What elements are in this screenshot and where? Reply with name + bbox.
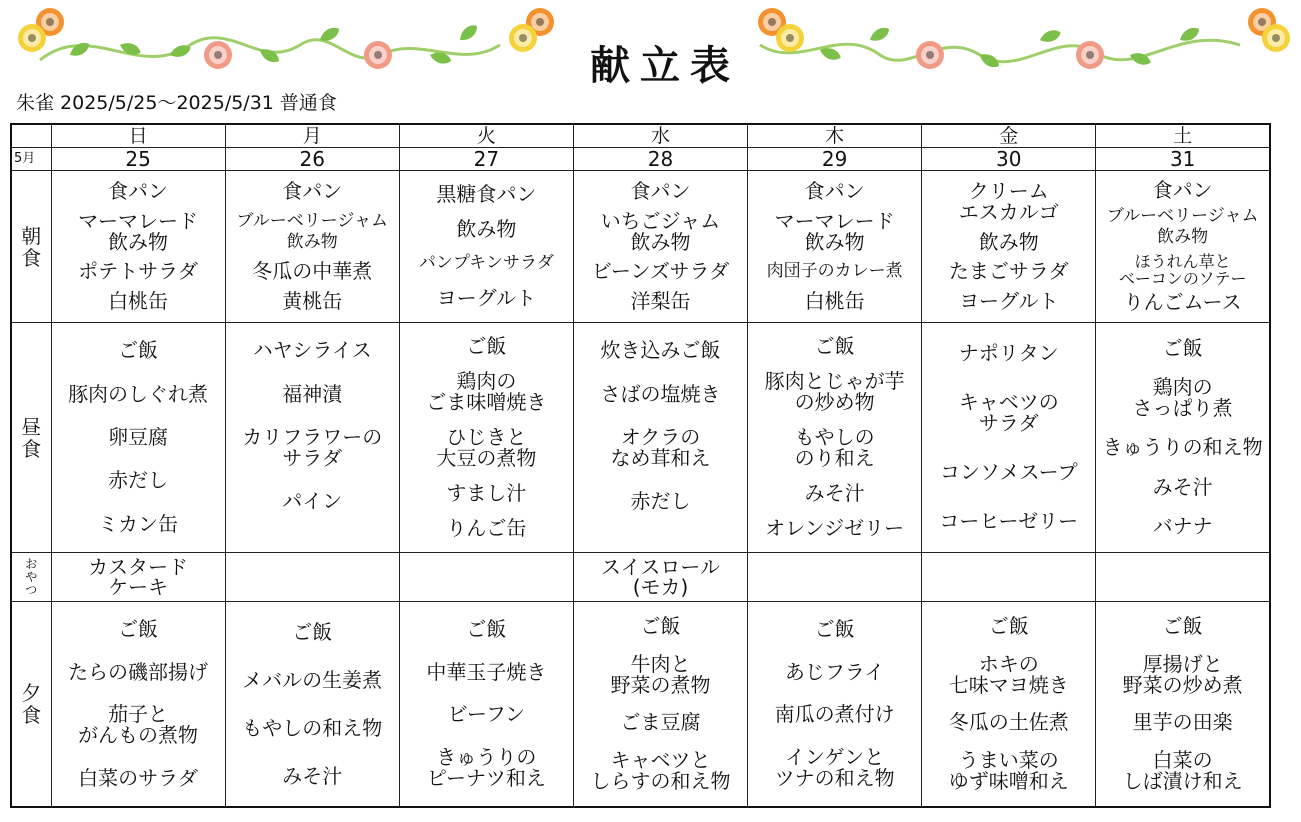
- lunch-dish-list: [574, 323, 747, 552]
- dish-item: 豚肉とじゃが芋 の炒め物: [764, 369, 905, 414]
- dinner-cell: [748, 602, 922, 808]
- dinner-row: [11, 602, 1270, 808]
- dish-item: ご飯: [814, 616, 855, 641]
- breakfast-cell: [399, 171, 573, 323]
- lunch-cell: [922, 323, 1096, 553]
- date-header: 30: [922, 148, 1096, 171]
- dish-item: ひじきと 大豆の煮物: [436, 425, 537, 470]
- dish-item: いちごジャム 飲み物: [600, 208, 721, 254]
- dish-item: キャベツの サラダ: [958, 390, 1059, 435]
- dish-item: 白菜のサラダ: [78, 766, 198, 791]
- breakfast-cell: [1096, 171, 1270, 323]
- dish-item: 白菜の しば漬け和え: [1122, 747, 1243, 793]
- dish-item: ごま豆腐: [620, 710, 701, 735]
- dish-item: バナナ: [1152, 513, 1213, 538]
- dinner-cell: [399, 602, 573, 808]
- dinner-label: 夕 食: [11, 602, 51, 808]
- lunch-cell: [225, 323, 399, 553]
- dinner-dish-list: [748, 602, 921, 806]
- dish-item: ご飯: [118, 338, 159, 363]
- breakfast-dish-list: [574, 171, 747, 322]
- dinner-dish-list: [52, 602, 225, 806]
- dish-item: ご飯: [988, 614, 1029, 639]
- dish-item: オクラの なめ茸和え: [610, 424, 711, 470]
- lunch-dish-list: [52, 323, 225, 552]
- dish-item: ご飯: [814, 334, 855, 358]
- dish-item: ご飯: [1162, 614, 1203, 639]
- weekday-header: 月: [225, 124, 399, 148]
- dish-item: 食パン: [108, 179, 169, 204]
- dish-item: 食パン: [282, 179, 343, 204]
- dish-item: 飲み物: [978, 229, 1039, 254]
- breakfast-cell: [51, 171, 225, 323]
- menu-table: [10, 123, 1271, 808]
- dish-item: コンソメスープ: [939, 460, 1078, 484]
- snack-item: スイスロール (モカ): [600, 555, 720, 599]
- weekday-header: 木: [748, 124, 922, 148]
- dish-item: ミカン缶: [98, 511, 179, 536]
- dish-item: ポテトサラダ: [78, 259, 198, 284]
- month-label: 5月: [11, 148, 51, 171]
- dish-item: 厚揚げと 野菜の炒め煮: [1122, 651, 1243, 697]
- dinner-cell: [573, 602, 747, 808]
- dish-item: 牛肉と 野菜の煮物: [610, 651, 711, 697]
- dish-item: ご飯: [640, 614, 681, 639]
- dish-item: ご飯: [118, 616, 159, 641]
- dish-item: 里芋の田楽: [1132, 710, 1233, 735]
- dish-item: ホキの 七味マヨ焼き: [948, 651, 1069, 697]
- dish-item: 福神漬: [282, 381, 343, 406]
- dish-item: コーヒーゼリー: [939, 509, 1079, 533]
- dish-item: ほうれん草と ベーコンのソテー: [1118, 252, 1247, 289]
- weekday-header: 金: [922, 124, 1096, 148]
- dish-item: みそ汁: [804, 481, 865, 505]
- dish-item: オレンジゼリー: [765, 516, 905, 540]
- lunch-cell: [399, 323, 573, 553]
- dish-item: 中華玉子焼き: [426, 659, 547, 684]
- date-header: 28: [573, 148, 747, 171]
- dish-item: みそ汁: [1152, 474, 1213, 499]
- dish-item: ハヤシライス: [252, 338, 372, 363]
- dish-item: あじフライ: [784, 659, 885, 684]
- dish-item: カリフラワーの サラダ: [242, 424, 383, 470]
- dish-item: 鶏肉の ごま味噌焼き: [426, 369, 547, 414]
- dish-item: すまし汁: [446, 481, 527, 505]
- dish-item: たらの磯部揚げ: [68, 659, 209, 684]
- dish-item: キャベツと しらすの和え物: [590, 747, 731, 793]
- date-header: 27: [399, 148, 573, 171]
- dish-item: ブルーベリージャム 飲み物: [236, 210, 389, 252]
- dish-item: ご飯: [292, 619, 333, 644]
- weekday-row: [11, 124, 1270, 148]
- dish-item: 茄子と がんもの煮物: [78, 702, 199, 748]
- dish-item: 鶏肉の さっぱり煮: [1132, 375, 1233, 421]
- dish-item: 食パン: [1152, 177, 1213, 202]
- date-row: [11, 148, 1270, 171]
- dish-item: もやしの のり和え: [794, 425, 875, 470]
- dish-item: 赤だし: [630, 489, 691, 514]
- dish-item: マーマレード 飲み物: [78, 208, 199, 254]
- snack-item: カスタード ケーキ: [88, 555, 189, 599]
- dish-item: 食パン: [804, 179, 865, 204]
- dish-item: ヨーグルト: [959, 288, 1059, 313]
- dish-item: インゲンと ツナの和え物: [774, 745, 895, 791]
- date-header: 26: [225, 148, 399, 171]
- dinner-dish-list: [574, 602, 747, 806]
- dish-item: 飲み物: [456, 216, 517, 241]
- dinner-dish-list: [1096, 602, 1269, 806]
- breakfast-dish-list: [226, 171, 399, 322]
- breakfast-label: 朝 食: [11, 171, 51, 323]
- snack-cell: [225, 553, 399, 602]
- dish-item: 赤だし: [108, 468, 169, 493]
- dinner-cell: [922, 602, 1096, 808]
- lunch-cell: [573, 323, 747, 553]
- breakfast-dish-list: [52, 171, 225, 322]
- dish-item: ご飯: [466, 334, 507, 358]
- lunch-cell: [51, 323, 225, 553]
- dish-item: ブルーベリージャム 飲み物: [1106, 205, 1259, 247]
- breakfast-row: [11, 171, 1270, 323]
- dish-item: ご飯: [466, 616, 507, 641]
- dish-item: クリーム エスカルゴ: [958, 179, 1059, 225]
- snack-cell: [573, 553, 747, 602]
- snack-cell: [1096, 553, 1270, 602]
- dinner-dish-list: [400, 602, 573, 806]
- weekday-header: 火: [399, 124, 573, 148]
- snack-row: [11, 553, 1270, 602]
- lunch-dish-list: [1096, 323, 1269, 552]
- snack-cell: [922, 553, 1096, 602]
- dish-item: りんご缶: [446, 516, 527, 540]
- dish-item: 南瓜の煮付け: [774, 702, 895, 727]
- dish-item: メバルの生姜煮: [242, 667, 383, 692]
- menu-subtitle: 朱雀 2025/5/25～2025/5/31 普通食: [16, 92, 337, 114]
- dish-item: きゅうりの ピーナツ和え: [426, 745, 546, 791]
- page-title: 献立表: [590, 43, 740, 89]
- dish-item: ビーンズサラダ: [591, 259, 730, 284]
- weekday-header: 水: [573, 124, 747, 148]
- dish-item: うまい菜の ゆず味噌和え: [948, 747, 1069, 793]
- dish-item: 卵豆腐: [108, 424, 169, 449]
- lunch-dish-list: [922, 323, 1095, 552]
- dish-item: 白桃缶: [804, 288, 865, 313]
- dish-item: パイン: [282, 489, 343, 514]
- dish-item: ヨーグルト: [436, 286, 537, 311]
- breakfast-dish-list: [748, 171, 921, 322]
- lunch-label: 昼 食: [11, 323, 51, 553]
- dish-item: みそ汁: [282, 763, 343, 788]
- date-header: 29: [748, 148, 922, 171]
- dinner-cell: [1096, 602, 1270, 808]
- breakfast-cell: [748, 171, 922, 323]
- snack-cell: [748, 553, 922, 602]
- weekday-header: 日: [51, 124, 225, 148]
- snack-cell: [51, 553, 225, 602]
- dish-item: 豚肉のしぐれ煮: [68, 381, 209, 406]
- lunch-cell: [1096, 323, 1270, 553]
- dish-item: きゅうりの和え物: [1102, 435, 1263, 460]
- dish-item: 炊き込みご飯: [600, 338, 721, 363]
- dish-item: 肉団子のカレー煮: [766, 261, 903, 282]
- dish-item: 食パン: [630, 179, 691, 204]
- date-header: 31: [1096, 148, 1270, 171]
- weekday-header: 土: [1096, 124, 1270, 148]
- dinner-cell: [51, 602, 225, 808]
- breakfast-cell: [922, 171, 1096, 323]
- corner-cell: [11, 124, 51, 148]
- dish-item: ビーフン: [447, 702, 526, 727]
- date-header: 25: [51, 148, 225, 171]
- breakfast-dish-list: [400, 171, 573, 322]
- dish-item: マーマレード 飲み物: [774, 208, 895, 254]
- dish-item: さばの塩焼き: [600, 381, 721, 406]
- dinner-dish-list: [922, 602, 1095, 806]
- dish-item: パンプキンサラダ: [418, 253, 554, 274]
- dish-item: 冬瓜の土佐煮: [948, 710, 1069, 735]
- dish-item: ナポリタン: [958, 341, 1059, 365]
- dinner-cell: [225, 602, 399, 808]
- dish-item: 白桃缶: [108, 288, 169, 313]
- lunch-dish-list: [748, 323, 921, 552]
- lunch-row: [11, 323, 1270, 553]
- snack-label: お や つ: [11, 553, 51, 602]
- dish-item: たまごサラダ: [948, 259, 1069, 284]
- snack-cell: [399, 553, 573, 602]
- dish-item: 黒糖食パン: [436, 181, 537, 206]
- breakfast-cell: [573, 171, 747, 323]
- dish-item: もやしの和え物: [242, 715, 383, 740]
- lunch-cell: [748, 323, 922, 553]
- breakfast-cell: [225, 171, 399, 323]
- dish-item: ご飯: [1162, 336, 1203, 361]
- dinner-dish-list: [226, 602, 399, 806]
- dish-item: 冬瓜の中華煮: [252, 259, 373, 284]
- lunch-dish-list: [226, 323, 399, 552]
- lunch-dish-list: [400, 323, 573, 552]
- breakfast-dish-list: [922, 171, 1095, 322]
- dish-item: 黄桃缶: [282, 288, 343, 313]
- breakfast-dish-list: [1096, 171, 1269, 322]
- dish-item: りんごムース: [1123, 290, 1242, 315]
- dish-item: 洋梨缶: [630, 288, 691, 313]
